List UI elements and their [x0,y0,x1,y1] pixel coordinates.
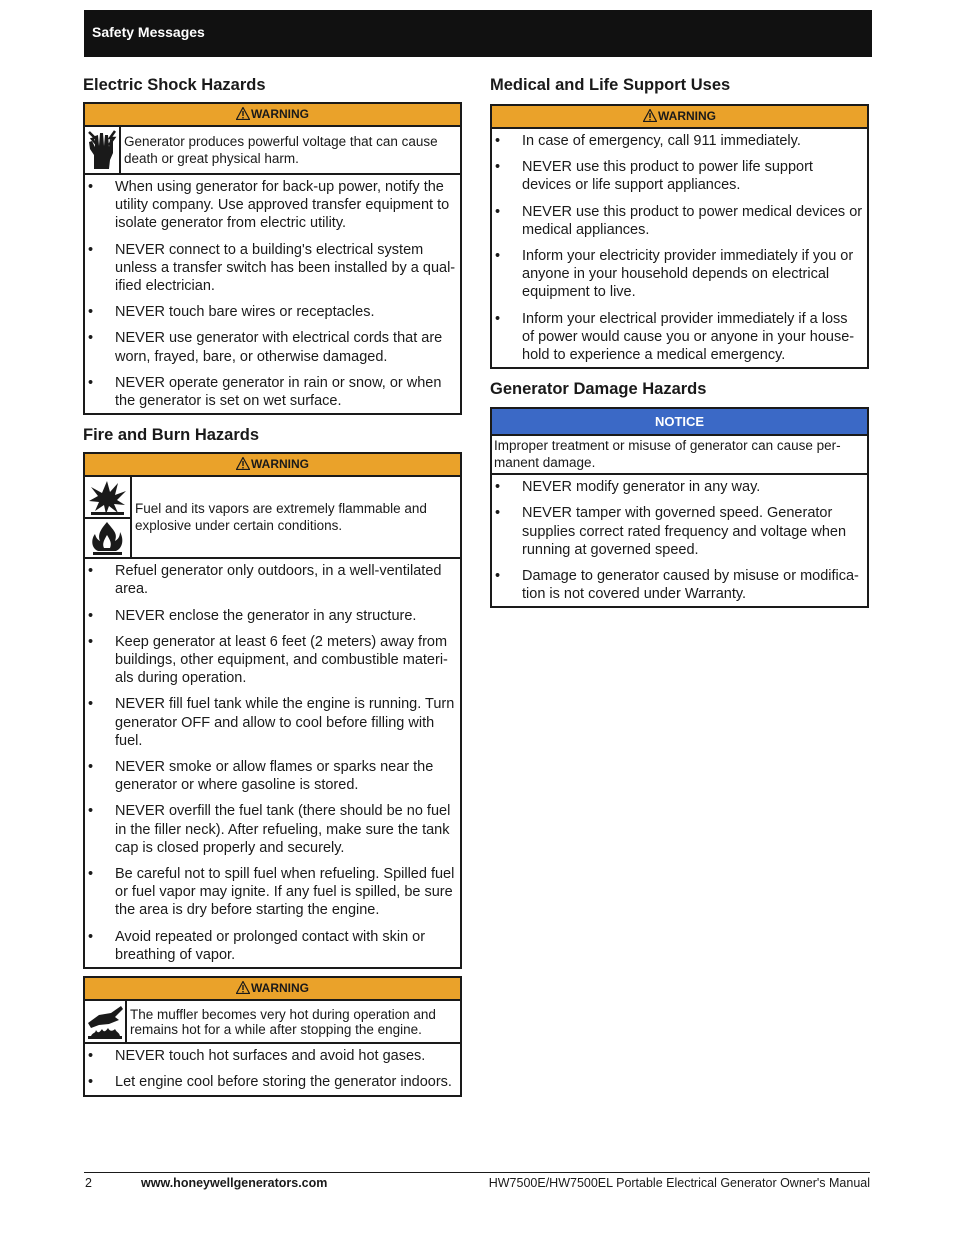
list-item: • NEVER touch hot surfaces and avoid hot gases. [85,1047,456,1065]
electric-item-list [85,175,460,413]
list-item: • Refuel generator only outdoors, in a well-ventilated area. [85,562,456,598]
warning-label: WARNING [658,109,716,123]
electric-shock-heading: Electric Shock Hazards [83,76,266,94]
warning-signal-bar [492,106,867,129]
medical-heading: Medical and Life Support Uses [490,76,731,94]
warning-triangle-icon [236,981,250,994]
list-item: • NEVER modify generator in any way. [492,478,863,496]
warning-label: WARNING [251,107,309,121]
manual-title: HW7500E/HW7500EL Portable Electrical Generator Owner's Manual [488,1176,870,1190]
warning-signal-bar [85,454,460,477]
list-item: • Inform your electrical provider immediately if a loss of power would cause you or anyone in your house-hold to experience a medical emergency. [492,310,863,365]
hot-message: The muffler becomes very hot during operation and remains hot for a while after stopping the engine. [130,1006,436,1037]
page-number: 2 [85,1176,92,1190]
damage-item-list [492,475,867,606]
header-title: Safety Messages [92,24,205,40]
footer-divider [84,1172,870,1173]
list-item: • NEVER touch bare wires or receptacles. [85,303,456,321]
warning-triangle-icon [643,109,657,122]
list-item: • NEVER enclose the generator in any structure. [85,607,456,625]
hot-surface-box [83,976,462,1096]
warning-signal-bar [85,104,460,127]
electric-shock-box [83,102,462,415]
fire-flame-icon [85,517,130,557]
footer-url-link[interactable]: www.honeywellgenerators.com [141,1176,328,1190]
fire-burn-heading: Fire and Burn Hazards [83,426,260,445]
warning-triangle-icon [236,107,250,120]
fire-icon-cell [85,477,132,557]
notice-signal-bar [492,409,867,436]
list-item: • NEVER use this product to power life support devices or life support appliances. [492,158,863,194]
list-item: • NEVER overfill the fuel tank (there should be no fuel in the filler neck). After refueling, make sure the tank cap is closed properly and securely. [85,802,456,857]
notice-label: NOTICE [654,414,705,430]
electric-icon-cell [85,127,121,173]
fire-burn-box [83,452,462,969]
fire-item-list [85,559,460,967]
medical-box [490,104,869,369]
header-bar [84,10,872,57]
list-item: • Inform your electricity provider immediately if you or anyone in your household depends on electrical equipment to live. [492,247,863,302]
hot-message-row [85,1001,460,1044]
list-item: • NEVER operate generator in rain or snow, or when the generator is set on wet surface. [85,374,456,410]
fire-message-row [85,477,460,559]
electric-message: Generator produces powerful voltage that can cause death or great physical harm. [124,134,438,166]
electric-shock-hand-icon [85,129,119,171]
list-item: • NEVER smoke or allow flames or sparks near the generator or where gasoline is stored. [85,758,456,794]
warning-triangle-icon [236,457,250,470]
warning-signal-bar [85,978,460,1001]
damage-box [490,407,869,608]
list-item: • NEVER connect to a building's electrical system unless a transfer switch has been installed by a qual-ified electrician. [85,241,456,296]
list-item: • Let engine cool before storing the generator indoors. [85,1073,456,1091]
list-item: • NEVER use this product to power medical devices or medical appliances. [492,203,863,239]
electric-message-row [85,127,460,175]
warning-label: WARNING [251,457,309,472]
list-item: • When using generator for back-up power, notify the utility company. Use approved transfer equipment to isolate generator from electric utility. [85,178,456,233]
list-item: • Damage to generator caused by misuse or modifica-tion is not covered under Warranty. [492,567,863,603]
hot-icon-cell [85,1001,127,1042]
list-item: • Avoid repeated or prolonged contact with skin or breathing of vapor. [85,928,456,964]
list-item: • NEVER use generator with electrical cords that are worn, frayed, bare, or otherwise damaged. [85,329,456,365]
left-column [83,75,462,1097]
list-item: • NEVER fill fuel tank while the engine is running. Turn generator OFF and allow to cool before filling with fuel. [85,695,456,750]
list-item: • NEVER tamper with governed speed. Generator supplies correct rated frequency and voltage when running at governed speed. [492,504,863,559]
warning-label: WARNING [251,981,309,996]
list-item: • Be careful not to spill fuel when refueling. Spilled fuel or fuel vapor may ignite. If any fuel is spilled, be sure the area is dry before starting the engine. [85,865,456,920]
damage-message: Improper treatment or misuse of generator can cause per-manent damage. [492,436,867,475]
damage-heading: Generator Damage Hazards [490,380,707,399]
explosion-icon [85,477,130,517]
list-item: • In case of emergency, call 911 immediately. [492,132,863,150]
medical-item-list [492,129,867,367]
right-column [490,75,869,608]
list-item: • Keep generator at least 6 feet (2 meters) away from buildings, other equipment, and combustible materi-als during operation. [85,633,456,688]
hot-surface-icon [85,1003,125,1041]
hot-item-list [85,1044,460,1094]
fire-message: Fuel and its vapors are extremely flammable and explosive under certain conditions. [135,501,427,534]
